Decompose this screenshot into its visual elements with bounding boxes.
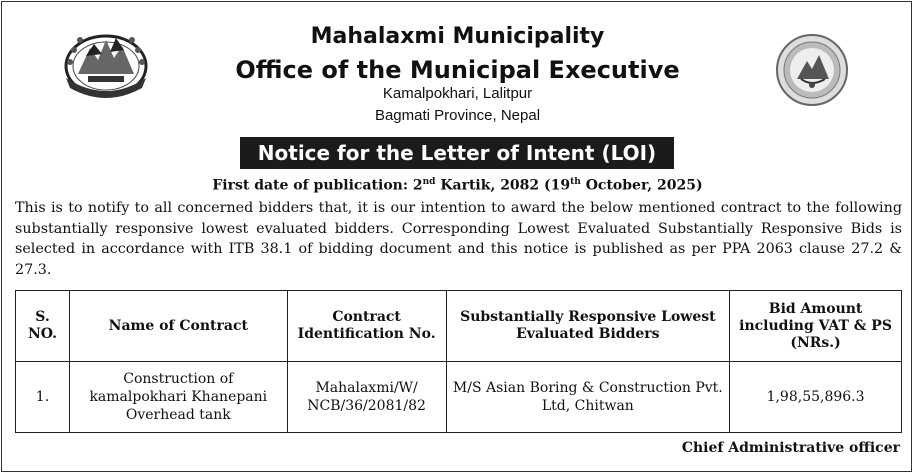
- header-contract-id: Contract Identification No.: [287, 291, 446, 362]
- table-row: [16, 362, 902, 433]
- notice-title: Notice for the Letter of Intent (LOI): [240, 137, 674, 169]
- header-contract-name: Name of Contract: [69, 291, 287, 362]
- loi-table: [15, 290, 902, 433]
- header-bid-amount: Bid Amount including VAT & PS (NRs.): [730, 291, 902, 362]
- header-bidders: Substantially Responsive Lowest Evaluated Bidders: [446, 291, 730, 362]
- cell-bidders: M/S Asian Boring & Construction Pvt. Ltd, Chitwan: [446, 362, 730, 433]
- cell-contract-id: Mahalaxmi/W/ NCB/36/2081/82: [287, 362, 446, 433]
- notice-paragraph: This is to notify to all concerned bidders that, it is our intention to award the below mentioned contract to the following substantially responsive lowest evaluated bidders. Corresponding Lowest Evaluated Substantially Responsive Bids is selected in accordance with ITB 38.1 of bidding document and this notice is published as per PPA 2063 clause 27.2 & 27.3.: [15, 200, 902, 278]
- address-line-1: Kamalpokhari, Lalitpur: [382, 85, 533, 102]
- publication-date: First date of publication: 2nd Kartik, 2082 (19th October, 2025): [212, 177, 703, 194]
- table-header-row: [16, 291, 902, 362]
- header-sno: S. NO.: [16, 291, 70, 362]
- office-title: Office of the Municipal Executive: [235, 56, 680, 84]
- cell-contract-name: Construction of kamalpokhari Khanepani Overhead tank: [69, 362, 287, 433]
- cell-sno: 1.: [16, 362, 70, 433]
- address-line-2: Bagmati Province, Nepal: [374, 107, 541, 124]
- cell-bid-amount: 1,98,55,896.3: [730, 362, 902, 433]
- signature: Chief Administrative officer: [681, 440, 900, 456]
- org-name: Mahalaxmi Municipality: [310, 24, 605, 49]
